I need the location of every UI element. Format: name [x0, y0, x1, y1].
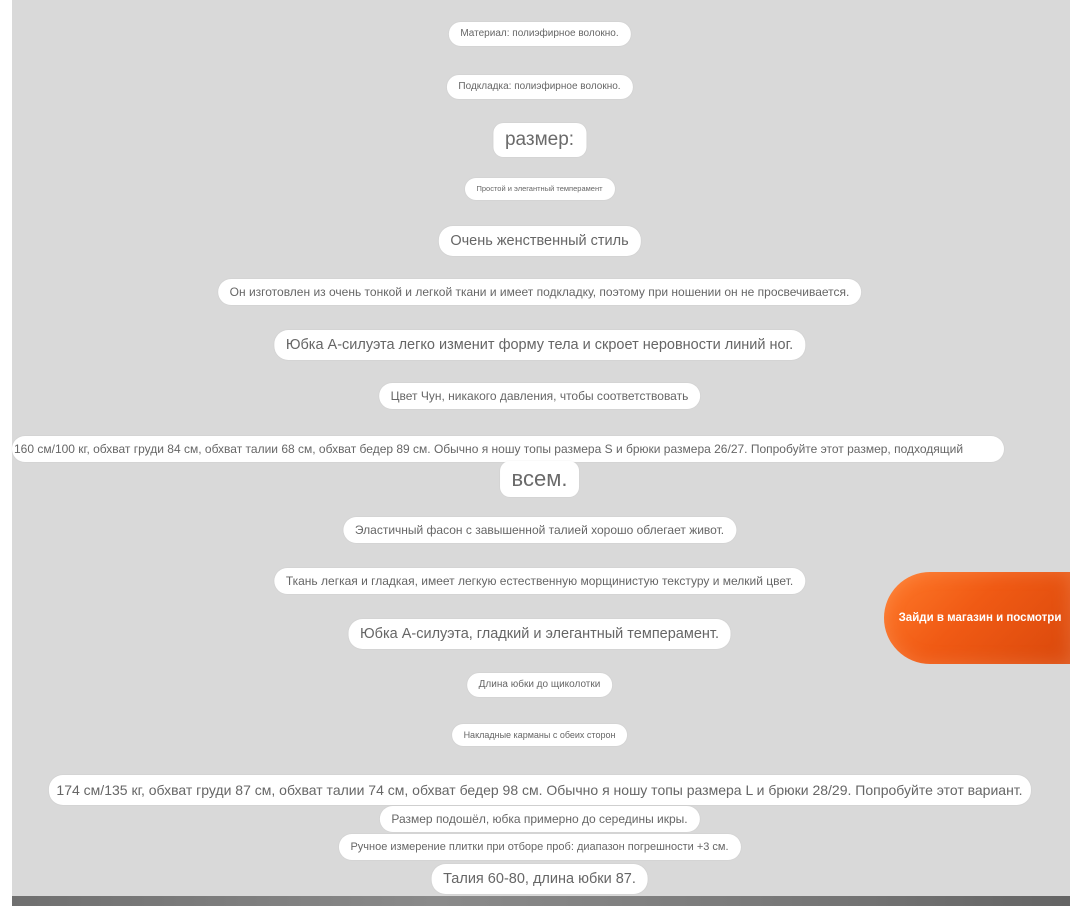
visit-store-label: Зайди в магазин и посмотри [898, 612, 1062, 624]
model-1-measurements: 160 см/100 кг, обхват груди 84 см, обхват талии 68 см, обхват бедер 89 см. Обычно я ношу топы размера S и брюки размера 26/27. Попробуйте этот размер, подходящий [12, 436, 1004, 462]
a-line-smooth-caption: Юбка А-силуэта, гладкий и элегантный темперамент. [348, 619, 731, 649]
size-heading: размер: [493, 123, 586, 157]
bottom-image-strip [12, 896, 1070, 906]
lining-caption: Подкладка: полиэфирное волокно. [446, 75, 632, 99]
feminine-style-caption: Очень женственный стиль [438, 226, 640, 256]
elastic-waist-caption: Эластичный фасон с завышенной талией хорошо облегает живот. [343, 517, 736, 543]
chun-color-caption: Цвет Чун, никакого давления, чтобы соответствовать [379, 383, 701, 409]
manual-measure-caption: Ручное измерение плитки при отборе проб: диапазон погрешности +3 см. [338, 834, 740, 860]
fit-note-caption: Размер подошёл, юбка примерно до середины икры. [379, 806, 699, 832]
model-1-measurements-end: всем. [500, 461, 580, 497]
simple-elegant-caption: Простой и элегантный темперамент [464, 178, 614, 200]
side-pockets-caption: Накладные карманы с обеих сторон [452, 724, 628, 746]
light-fabric-caption: Ткань легкая и гладкая, имеет легкую естественную морщинистую текстуру и мелкий цвет. [274, 568, 805, 594]
thin-fabric-caption: Он изготовлен из очень тонкой и легкой ткани и имеет подкладку, поэтому при ношении он не просвечивается. [218, 279, 862, 305]
ankle-length-caption: Длина юбки до щиколотки [467, 673, 613, 697]
visit-store-button[interactable] [884, 572, 1070, 664]
a-line-shape-caption: Юбка А-силуэта легко изменит форму тела и скроет неровности линий ног. [274, 330, 805, 360]
waist-length-caption: Талия 60-80, длина юбки 87. [431, 864, 648, 894]
model-2-measurements: 174 см/135 кг, обхват груди 87 см, обхват талии 74 см, обхват бедер 98 см. Обычно я ношу топы размера L и брюки 28/29. Попробуйте этот вариант. [48, 775, 1030, 805]
material-caption: Материал: полиэфирное волокно. [448, 22, 630, 46]
